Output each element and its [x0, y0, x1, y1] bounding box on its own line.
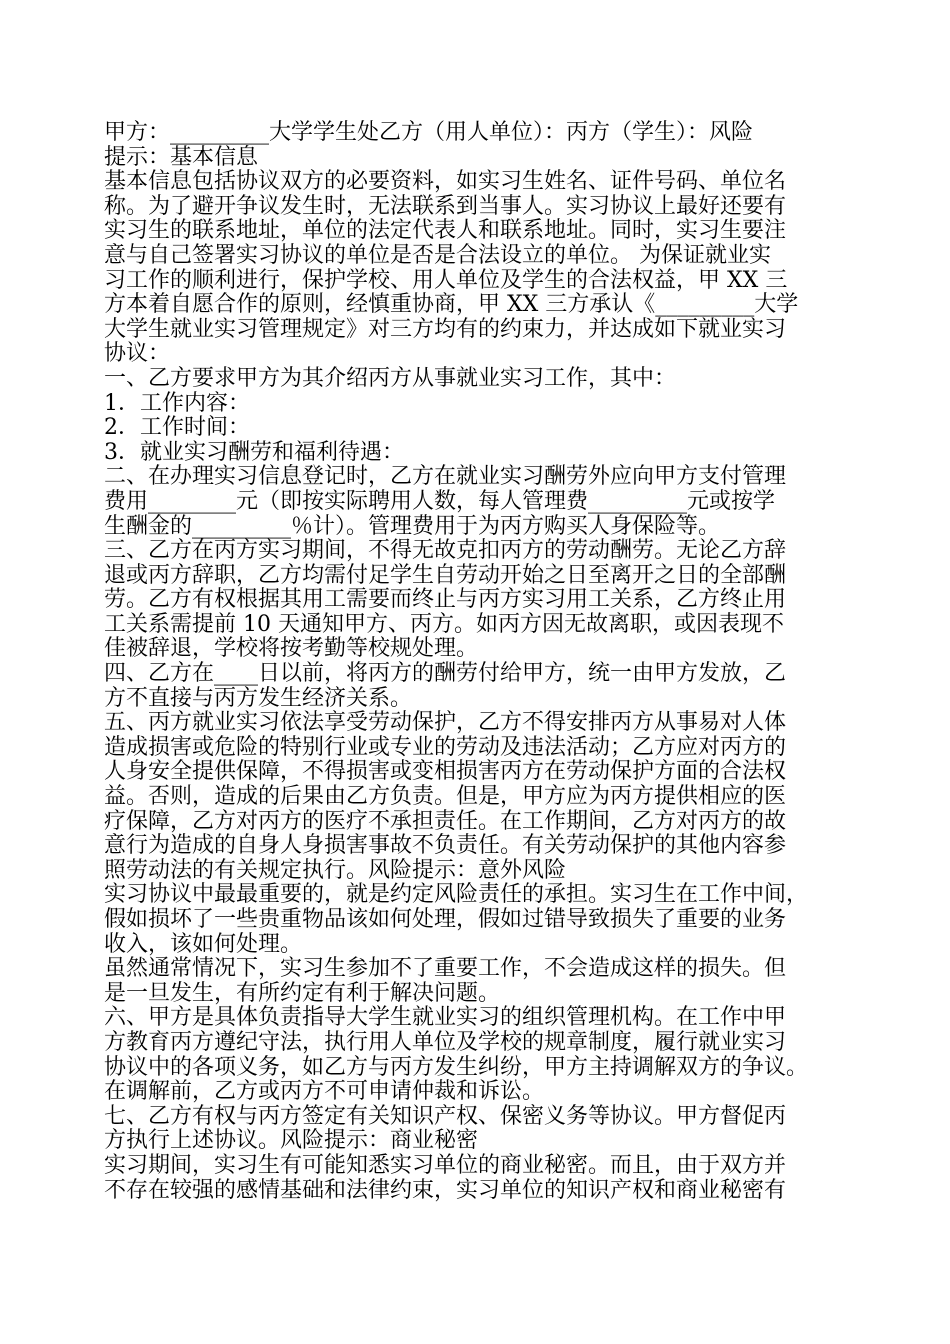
text-line: 方教育丙方遵纪守法，执行用人单位及学校的规章制度，履行就业实习	[104, 1029, 787, 1055]
text-line: 提示：基本信息	[104, 144, 259, 170]
text-line: 一、乙方要求甲方为其介绍丙方从事就业实习工作，其中：	[104, 365, 677, 391]
text-line: 称。为了避开争议发生时，无法联系到当事人。实习协议上最好还要有	[104, 193, 787, 219]
text-line: 方本着自愿合作的原则，经慎重协商，甲 XX 三方承认《_________大学	[104, 292, 799, 318]
text-line: 佳被辞退，学校将按考勤等校规处理。	[104, 636, 479, 662]
text-line: 在调解前，乙方或丙方不可申请仲裁和诉讼。	[104, 1079, 545, 1105]
text-line: 实习期间，实习生有可能知悉实习单位的商业秘密。而且，由于双方并	[104, 1152, 787, 1178]
text-line: 实习协议中最最重要的，就是约定风险责任的承担。实习生在工作中间，	[104, 882, 809, 908]
text-line: 费用________元（即按实际聘用人数，每人管理费_________元或按学	[104, 488, 776, 514]
text-line: 造成损害或危险的特别行业或专业的劳动及违法活动；乙方应对丙方的	[104, 734, 787, 760]
text-line: 生酬金的_________％计）。管理费用于为丙方购买人身保险等。	[104, 513, 721, 539]
text-line: 三、乙方在丙方实习期间，不得无故克扣丙方的劳动酬劳。无论乙方辞	[104, 538, 787, 564]
text-line: 方不直接与丙方发生经济关系。	[104, 685, 413, 711]
text-line: 疗保障，乙方对丙方的医疗不承担责任。在工作期间，乙方对丙方的故	[104, 808, 787, 834]
text-line: 大学生就业实习管理规定》对三方均有的约束力，并达成如下就业实习	[104, 316, 787, 342]
text-line: 基本信息包括协议双方的必要资料，如实习生姓名、证件号码、单位名	[104, 169, 787, 195]
text-line: 七、乙方有权与丙方签定有关知识产权、保密义务等协议。甲方督促丙	[104, 1103, 787, 1129]
text-line: 人身安全提供保障，不得损害或变相损害丙方在劳动保护方面的合法权	[104, 759, 787, 785]
text-line: 1．工作内容：	[104, 390, 250, 416]
text-line: 工关系需提前 10 天通知甲方、丙方。如丙方因无故离职，或因表现不	[104, 611, 784, 637]
text-line: 六、甲方是具体负责指导大学生就业实习的组织管理机构。在工作中甲	[104, 1005, 787, 1031]
text-line: 收入，该如何处理。	[104, 931, 303, 957]
text-line: 协议中的各项义务，如乙方与丙方发生纠纷，甲方主持调解双方的争议。	[104, 1054, 809, 1080]
text-line: 益。否则，造成的后果由乙方负责。但是，甲方应为丙方提供相应的医	[104, 784, 787, 810]
text-line: 假如损坏了一些贵重物品该如何处理，假如过错导致损失了重要的业务	[104, 907, 787, 932]
text-line: 四、乙方在____日以前，将丙方的酬劳付给甲方，统一由甲方发放，乙	[104, 661, 787, 687]
text-line: 习工作的顺利进行，保护学校、用人单位及学生的合法权益，甲 XX 三	[104, 267, 788, 293]
text-line: 是一旦发生，有所约定有利于解决问题。	[104, 980, 501, 1006]
text-line: 二、在办理实习信息登记时，乙方在就业实习酬劳外应向甲方支付管理	[104, 464, 787, 490]
text-line: 实习生的联系地址，单位的法定代表人和联系地址。同时，实习生要注	[104, 218, 787, 244]
text-line: 虽然通常情况下，实习生参加不了重要工作，不会造成这样的损失。但	[104, 956, 787, 982]
text-line: 照劳动法的有关规定执行。风险提示：意外风险	[104, 857, 567, 883]
document-page	[104, 121, 874, 1203]
text-line: 协议：	[104, 341, 171, 367]
text-line: 方执行上述协议。风险提示：商业秘密	[104, 1128, 479, 1154]
text-line: 退或丙方辞职，乙方均需付足学生自劳动开始之日至离开之日的全部酬	[104, 562, 787, 588]
text-line: 意与自己签署实习协议的单位是否是合法设立的单位。 为保证就业实	[104, 242, 771, 268]
text-line: 3．就业实习酬劳和福利待遇：	[104, 439, 404, 465]
text-line: 2．工作时间：	[104, 415, 250, 441]
text-line: 甲方：_________大学学生处乙方（用人单位）：丙方（学生）：风险	[104, 120, 754, 145]
text-line: 五、丙方就业实习依法享受劳动保护，乙方不得安排丙方从事易对人体	[104, 710, 787, 736]
text-line: 意行为造成的自身人身损害事故不负责任。有关劳动保护的其他内容参	[104, 833, 787, 859]
text-line: 劳。乙方有权根据其用工需要而终止与丙方实习用工关系，乙方终止用	[104, 587, 787, 613]
text-line: 不存在较强的感情基础和法律约束，实习单位的知识产权和商业秘密有	[104, 1177, 787, 1203]
